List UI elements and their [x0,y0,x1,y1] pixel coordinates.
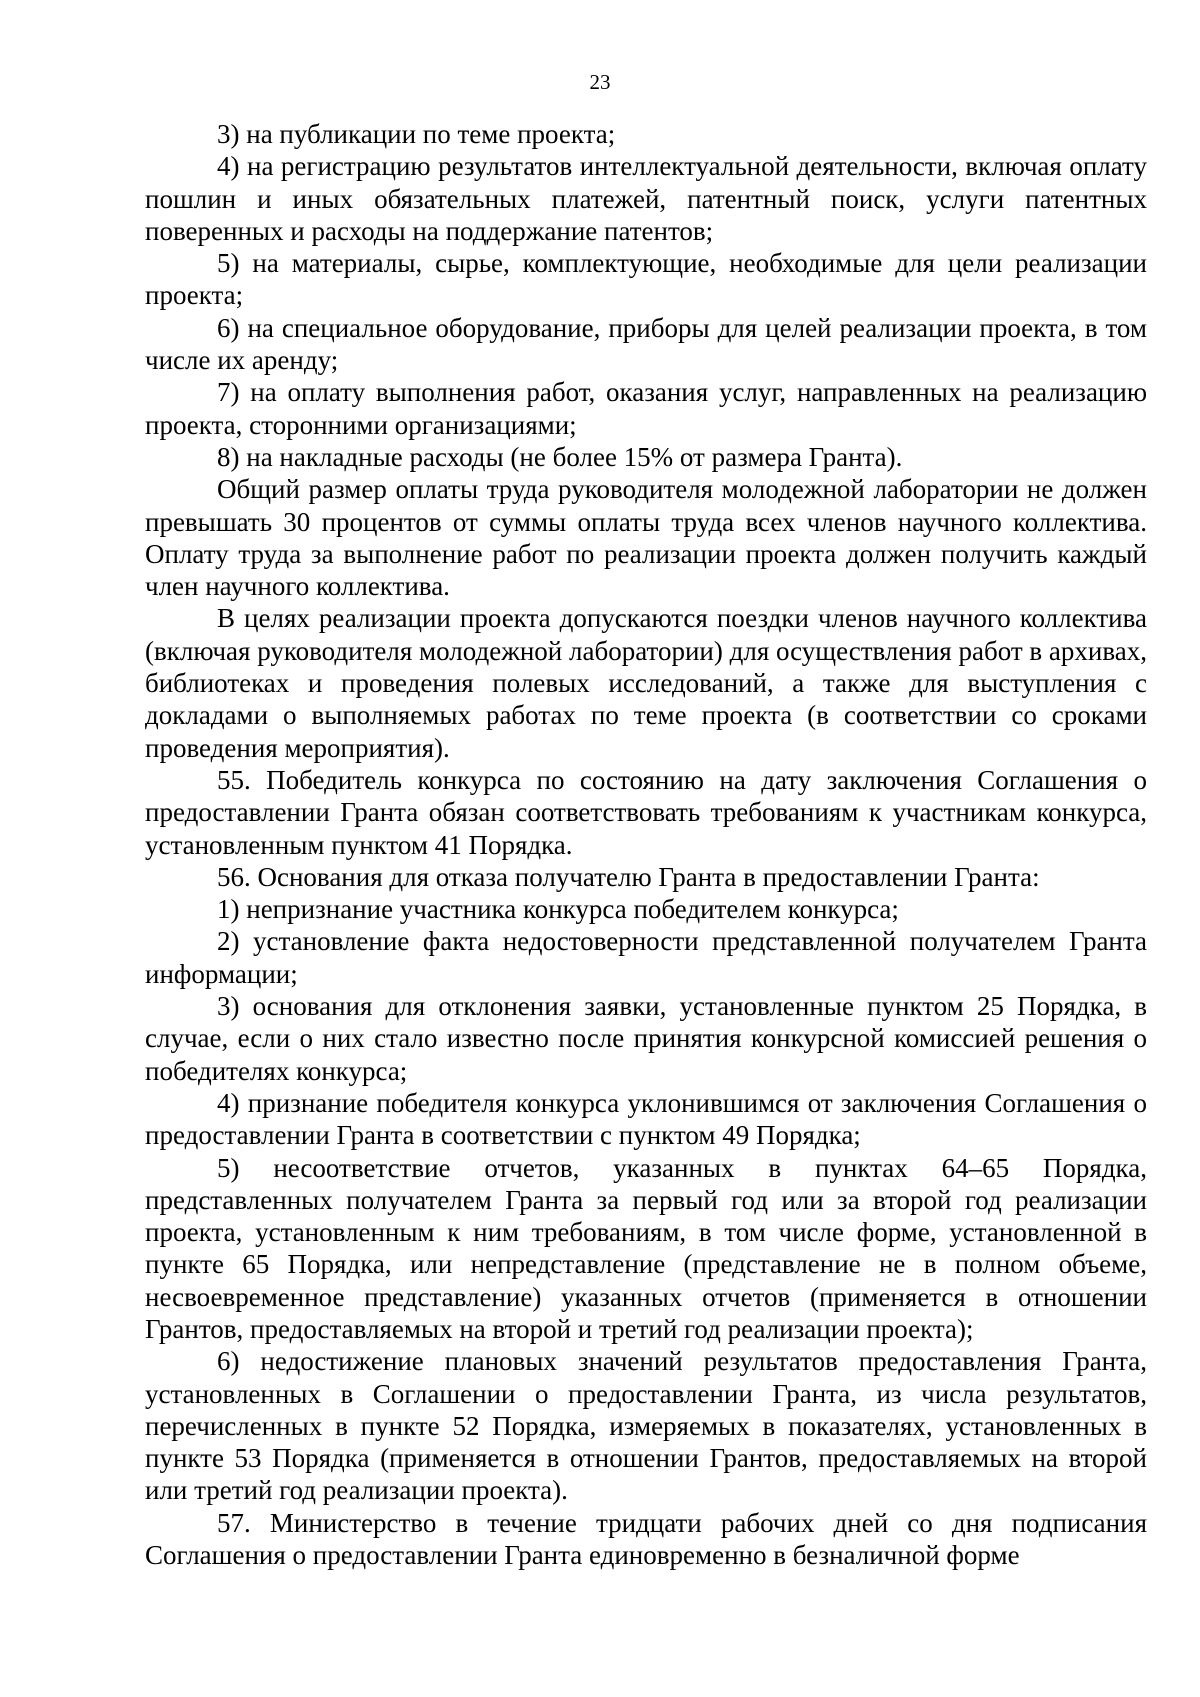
paragraph: 7) на оплату выполнения работ, оказания услуг, направленных на реализацию проекта, сторонними организациями; [145,377,1147,440]
paragraph: 55. Победитель конкурса по состоянию на дату заключения Соглашения о предоставлении Гранта обязан соответствовать требованиям к участникам конкурса, установленным пунктом 41 Порядка. [145,764,1147,860]
paragraph: 8) на накладные расходы (не более 15% от размера Гранта). [217,441,903,472]
paragraph: 6) на специальное оборудование, приборы для целей реализации проекта, в том числе их аренду; [145,312,1147,376]
paragraph: 3) на публикации по теме проекта; [217,119,616,149]
paragraph: 56. Основания для отказа получателю Гранта в предоставлении Гранта: [217,861,1040,892]
page-number: 23 [589,70,611,94]
paragraph: 4) признание победителя конкурса уклонившимся от заключения Соглашения о предоставлении Гранта в соответствии с пунктом 49 Порядка; [145,1087,1147,1151]
paragraph: 6) недостижение плановых значений результатов предоставления Гранта, установленных в Соглашении о предоставлении Гранта, из числа результатов, перечисленных в пункте 52 Порядка, измеряемых в показателях, установленных в пункте 53 Порядка (применяется в отношении Грантов, предоставляемых на второй или третий год реализации проекта). [145,1346,1147,1506]
paragraph: 3) основания для отклонения заявки, установленные пунктом 25 Порядка, в случае, если о них стало известно после принятия конкурсной комиссией решения о победителях конкурса; [145,991,1147,1086]
paragraph: 2) установление факта недостоверности представленной получателем Гранта информации; [145,926,1147,989]
document-body [145,118,1147,1571]
paragraph: 5) на материалы, сырье, комплектующие, необходимые для цели реализации проекта; [145,248,1147,311]
paragraph: 1) непризнание участника конкурса победителем конкурса; [217,894,899,925]
paragraph: В целях реализации проекта допускаются поездки членов научного коллектива (включая руководителя молодежной лаборатории) для осуществления работ в архивах, библиотеках и проведения полевых исследований, а также для выступления с докладами о выполняемых работах по теме проекта (в соответствии со сроками проведения мероприятия). [145,603,1147,763]
paragraph: 57. Министерство в течение тридцати рабочих дней со дня подписания Соглашения о предоставлении Гранта единовременно в безналичной форме [145,1507,1147,1571]
paragraph: Общий размер оплаты труда руководителя молодежной лаборатории не должен превышать 30 процентов от суммы оплаты труда всех членов научного коллектива. Оплату труда за выполнение работ по реализации проекта должен получить каждый член научного коллектива. [145,474,1147,602]
paragraph: 5) несоответствие отчетов, указанных в пунктах 64–65 Порядка, представленных получателем Гранта за первый год или за второй год реализации проекта, установленным к ним требованиям, в том числе форме, установленной в пункте 65 Порядка, или непредставление (представление не в полном объеме, несвоевременное представление) указанных отчетов (применяется в отношении Грантов, предоставляемых на второй и третий год реализации проекта); [145,1152,1147,1344]
paragraph: 4) на регистрацию результатов интеллектуальной деятельности, включая оплату пошлин и иных обязательных платежей, патентный поиск, услуги патентных поверенных и расходы на поддержание патентов; [145,151,1147,246]
